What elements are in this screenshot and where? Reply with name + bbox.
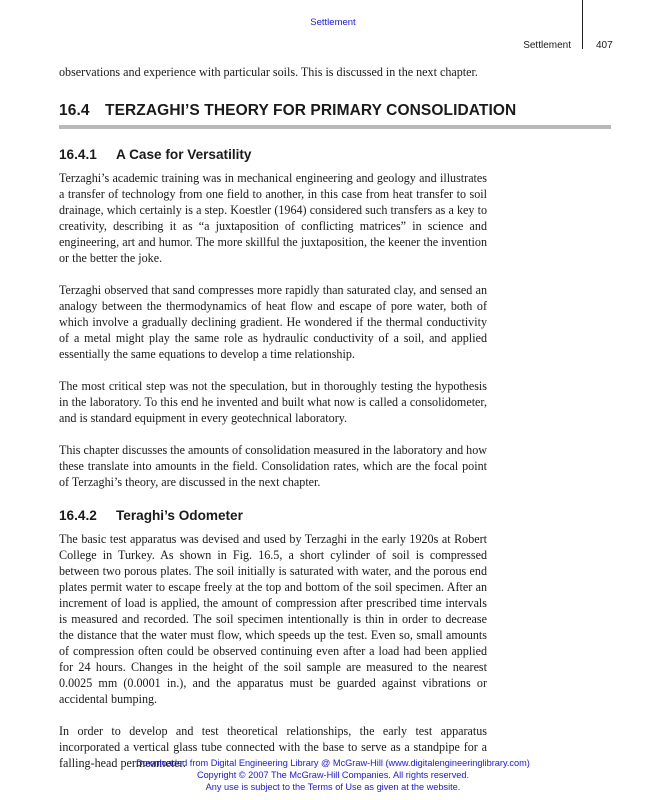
header-divider [582, 0, 583, 49]
footer-download-link[interactable]: Downloaded from Digital Engineering Library @ McGraw-Hill (www.digitalengineeringlibrary.com) [136, 758, 530, 768]
section-number: 16.4 [59, 102, 90, 119]
subsection-title: A Case for Versatility [116, 147, 252, 162]
subsection-heading-2 [59, 508, 487, 523]
paragraph: Terzaghi observed that sand compresses more rapidly than saturated clay, and sensed an analogy between the thermodynamics of heat flow and escape of pore water, both of which involve a gradually declining gradient. He wondered if the thermal conductivity of a metal might play the same role as hydraulic conductivity of a soil, and applied essentially the same equations to develop a time relationship. [59, 283, 487, 361]
subsection-number: 16.4.2 [59, 508, 97, 523]
subsection-title: Teraghi’s Odometer [116, 508, 243, 523]
top-settlement-link[interactable]: Settlement [310, 17, 356, 28]
intro-paragraph: observations and experience with particular soils. This is discussed in the next chapter. [59, 65, 478, 79]
paragraph: The most critical step was not the speculation, but in thoroughly testing the hypothesis in the laboratory. To this end he invented and built what now is called a consolidometer, and is standard equipment in every geotechnical laboratory. [59, 379, 487, 425]
subsection-heading-1 [59, 147, 487, 162]
paragraph: This chapter discusses the amounts of consolidation measured in the laboratory and how these translate into amounts in the field. Consolidation rates, which are the focal point of Terzaghi’s theory, are discussed in the next chapter. [59, 443, 487, 489]
section-heading [59, 102, 517, 120]
footer-copyright: Copyright © 2007 The McGraw-Hill Companies. All rights reserved. [196, 770, 470, 780]
subsection-number: 16.4.1 [59, 147, 97, 162]
paragraph: The basic test apparatus was devised and used by Terzaghi in the early 1920s at Robert College in Turkey. As shown in Fig. 16.5, a short cylinder of soil is compressed between two porous plates. The soil initially is saturated with water, and the porous end plates permit water to escape freely at the top and bottom of the soil specimen. After an increment of load is applied, the amount of compression after prescribed time intervals is measured and recorded. The soil specimen intentionally is thin in order to decrease the distance that the water must flow, which speeds up the test. Even so, small amounts of compression often could be observed continuing even after a load had been applied for 24 hours. Changes in the height of the soil sample are measured to the nearest 0.0025 mm (0.0001 in.), and the apparatus must be guarded against vibrations or accidental bumping. [59, 532, 487, 706]
section-rule [59, 125, 611, 129]
section-title: TERZAGHI’S THEORY FOR PRIMARY CONSOLIDATION [105, 102, 517, 119]
download-footer [0, 757, 666, 793]
running-title: Settlement [523, 40, 571, 51]
paragraph: Terzaghi’s academic training was in mechanical engineering and geology and illustrates a transfer of technology from one field to another, in this case from heat transfer to soil drainage, which certainly is a step. Koestler (1964) considered such transfers as a key to creativity, describing it as “a juxtaposition of conflicting matrices” in science and engineering, art and humor. The more skillful the juxtaposition, the keener the invention or the better the joke. [59, 171, 487, 265]
paragraph: In order to develop and test theoretical relationships, the early test apparatus incorporated a vertical glass tube connected with the base to serve as a standpipe for a falling-head permeameter. [59, 724, 487, 770]
page-number: 407 [596, 40, 613, 51]
footer-terms-link[interactable]: Any use is subject to the Terms of Use as given at the website. [205, 782, 461, 792]
page-content [59, 64, 517, 771]
